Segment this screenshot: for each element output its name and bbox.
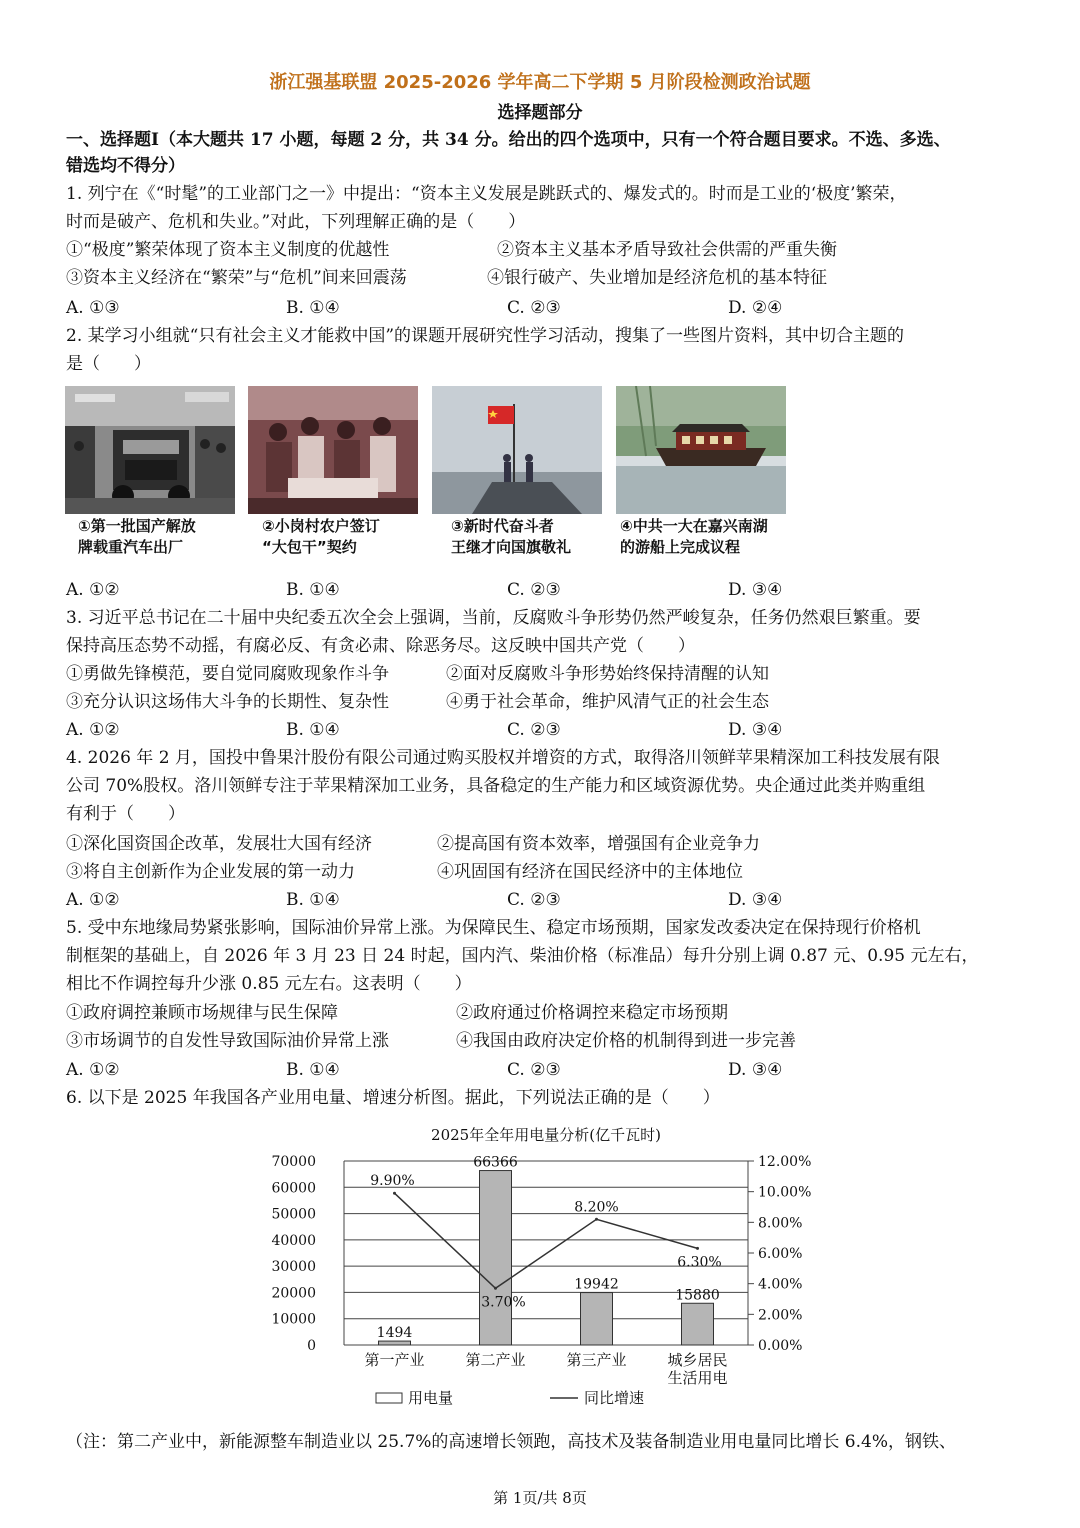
x-tick-label: 第二产业 — [465, 1351, 526, 1369]
bar-value-label: 15880 — [675, 1287, 720, 1304]
q5-option-d[interactable]: D. ③④ — [728, 1060, 783, 1080]
q4-statement-2: ②提高国有资本效率，增强国有企业竞争力 — [437, 834, 760, 854]
q1-option-a[interactable]: A. ①③ — [66, 298, 120, 318]
photo-truck-factory — [65, 386, 235, 514]
x-tick-label: 第一产业 — [364, 1351, 425, 1369]
q3-statement-2: ②面对反腐败斗争形势始终保持清醒的认知 — [446, 664, 769, 684]
photo-xiaogang-village — [248, 386, 418, 514]
q3-statement-3: ③充分认识这场伟大斗争的长期性、复杂性 — [66, 692, 389, 712]
photo-caption-3: ③新时代奋斗者 王继才向国旗敬礼 — [451, 517, 572, 556]
q2-option-c[interactable]: C. ②③ — [507, 580, 561, 600]
photo-caption-1: ①第一批国产解放 牌载重汽车出厂 — [78, 517, 196, 556]
growth-line — [395, 1193, 698, 1288]
q5-option-b[interactable]: B. ①④ — [286, 1060, 340, 1080]
q3-option-b[interactable]: B. ①④ — [286, 720, 340, 740]
y-left-tick-label: 50000 — [271, 1206, 316, 1223]
q4-stem-line2: 公司 70%股权。洛川领鲜专注于苹果精深加工业务，具备稳定的生产能力和区域资源优势。央企通过此类并购重组 — [66, 776, 926, 796]
q2-option-b[interactable]: B. ①④ — [286, 580, 340, 600]
legend-bar-label: 用电量 — [408, 1389, 454, 1407]
photo-red-boat — [616, 386, 786, 514]
y-left-tick-label: 70000 — [271, 1154, 316, 1170]
line-value-label: 6.30% — [677, 1254, 722, 1271]
bar-value-label: 66366 — [473, 1154, 518, 1171]
q1-stem-line1: 1. 列宁在《“时髦”的工业部门之一》中提出：“资本主义发展是跳跃式的、爆发式的。时而是工业的‘极度’繁荣， — [66, 184, 907, 204]
q5-statement-3: ③市场调节的自发性导致国际油价异常上涨 — [66, 1031, 389, 1051]
y-left-tick-label: 60000 — [271, 1180, 316, 1197]
q3-statement-1: ①勇做先锋模范，要自觉同腐败现象作斗争 — [66, 664, 389, 684]
page-title: 浙江强基联盟 2025-2026 学年高二下学期 5 月阶段检测政治试题 — [269, 72, 811, 93]
y-right-tick-label: 6.00% — [758, 1246, 803, 1262]
line-value-label: 3.70% — [481, 1294, 526, 1311]
q4-option-d[interactable]: D. ③④ — [728, 890, 783, 910]
q4-option-b[interactable]: B. ①④ — [286, 890, 340, 910]
flag-salute-image — [432, 386, 602, 514]
q5-option-c[interactable]: C. ②③ — [507, 1060, 561, 1080]
q1-statement-1: ①“极度”繁荣体现了资本主义制度的优越性 — [66, 240, 390, 260]
y-right-tick-label: 0.00% — [758, 1338, 803, 1354]
q4-statement-1: ①深化国资国企改革，发展壮大国有经济 — [66, 834, 372, 854]
q4-stem-line1: 4. 2026 年 2 月，国投中鲁果汁股份有限公司通过购买股权并增资的方式，取得洛川领鲜苹果精深加工科技发展有限 — [66, 748, 940, 768]
q1-stem-line2: 时而是破产、危机和失业。”对此，下列理解正确的是（ ） — [66, 212, 526, 232]
q2-option-a[interactable]: A. ①② — [66, 580, 120, 600]
line-point — [595, 1218, 598, 1221]
photo-caption-4: ④中共一大在嘉兴南湖 的游船上完成议程 — [620, 517, 768, 556]
q5-statement-2: ②政府通过价格调控来稳定市场预期 — [456, 1003, 728, 1023]
bar — [379, 1341, 411, 1345]
q3-statement-4: ④勇于社会革命，维护风清气正的社会生态 — [446, 692, 769, 712]
q3-option-a[interactable]: A. ①② — [66, 720, 120, 740]
q4-statement-3: ③将自主创新作为企业发展的第一动力 — [66, 862, 355, 882]
photo-flag-salute — [432, 386, 602, 514]
q4-option-c[interactable]: C. ②③ — [507, 890, 561, 910]
bar — [581, 1293, 613, 1345]
q6-note: （注：第二产业中，新能源整车制造业以 25.7%的高速增长领跑，高技术及装备制造业用电量同比增长 6.4%，钢铁、 — [66, 1432, 956, 1452]
red-boat-image — [616, 386, 786, 514]
electricity-chart — [260, 1118, 820, 1418]
q2-option-d[interactable]: D. ③④ — [728, 580, 783, 600]
section-instruction-line1: 一、选择题Ⅰ（本大题共 17 小题，每题 2 分，共 34 分。给出的四个选项中，只有一个符合题目要求。不选、多选、 — [66, 130, 951, 150]
y-left-tick-label: 40000 — [271, 1232, 316, 1249]
y-left-tick-label: 30000 — [271, 1259, 316, 1276]
q1-statement-3: ③资本主义经济在“繁荣”与“危机”间来回震荡 — [66, 268, 407, 288]
x-tick-label: 生活用电 — [667, 1369, 728, 1387]
truck-factory-image — [65, 386, 235, 514]
bar — [682, 1303, 714, 1345]
y-left-tick-label: 20000 — [271, 1285, 316, 1302]
y-left-tick-label: 10000 — [271, 1311, 316, 1328]
q3-option-d[interactable]: D. ③④ — [728, 720, 783, 740]
q1-statement-2: ②资本主义基本矛盾导致社会供需的严重失衡 — [497, 240, 837, 260]
q5-stem-line3: 相比不作调控每升少涨 0.85 元左右。这表明（ ） — [66, 974, 472, 994]
legend-line-label: 同比增速 — [584, 1389, 645, 1407]
q3-stem-line1: 3. 习近平总书记在二十届中央纪委五次全会上强调，当前，反腐败斗争形势仍然严峻复杂，任务仍然艰巨繁重。要 — [66, 608, 921, 628]
x-tick-label: 城乡居民 — [667, 1351, 728, 1369]
line-point — [494, 1287, 497, 1290]
chart-title: 2025年全年用电量分析(亿千瓦时) — [431, 1126, 661, 1144]
q2-stem-line1: 2. 某学习小组就“只有社会主义才能救中国”的课题开展研究性学习活动，搜集了一些图片资料，其中切合主题的 — [66, 326, 905, 346]
bar — [480, 1171, 512, 1345]
y-right-tick-label: 2.00% — [758, 1307, 803, 1324]
line-point — [696, 1247, 699, 1250]
y-right-tick-label: 12.00% — [758, 1154, 812, 1170]
page-number: 第 1页/共 8页 — [493, 1489, 587, 1507]
q3-option-c[interactable]: C. ②③ — [507, 720, 561, 740]
line-value-label: 8.20% — [574, 1199, 619, 1216]
q6-stem: 6. 以下是 2025 年我国各产业用电量、增速分析图。据此，下列说法正确的是（ ） — [66, 1088, 720, 1108]
xiaogang-image — [248, 386, 418, 514]
x-tick-label: 第三产业 — [566, 1351, 627, 1369]
y-right-tick-label: 4.00% — [758, 1276, 803, 1293]
legend-bar-swatch — [376, 1393, 402, 1403]
q3-stem-line2: 保持高压态势不动摇，有腐必反、有贪必肃、除恶务尽。这反映中国共产党（ ） — [66, 636, 695, 656]
q1-option-d[interactable]: D. ②④ — [728, 298, 783, 318]
q5-option-a[interactable]: A. ①② — [66, 1060, 120, 1080]
bar-value-label: 1494 — [376, 1325, 413, 1342]
q4-option-a[interactable]: A. ①② — [66, 890, 120, 910]
q1-option-b[interactable]: B. ①④ — [286, 298, 340, 318]
q4-stem-line3: 有利于（ ） — [66, 804, 185, 824]
q1-option-c[interactable]: C. ②③ — [507, 298, 561, 318]
bar-value-label: 19942 — [574, 1276, 619, 1293]
q2-stem-line2: 是（ ） — [66, 354, 151, 374]
section-instruction-line2: 错选均不得分） — [66, 156, 185, 176]
section-subtitle: 选择题部分 — [497, 103, 583, 123]
q1-statement-4: ④银行破产、失业增加是经济危机的基本特征 — [487, 268, 827, 288]
q5-stem-line1: 5. 受中东地缘局势紧张影响，国际油价异常上涨。为保障民生、稳定市场预期，国家发改委决定在保持现行价格机 — [66, 918, 921, 938]
q5-stem-line2: 制框架的基础上，自 2026 年 3 月 23 日 24 时起，国内汽、柴油价格（标准品）每升分别上调 0.87 元、0.95 元左右， — [66, 946, 979, 966]
q5-statement-1: ①政府调控兼顾市场规律与民生保障 — [66, 1003, 338, 1023]
q5-statement-4: ④我国由政府决定价格的机制得到进一步完善 — [456, 1031, 796, 1051]
q4-statement-4: ④巩固国有经济在国民经济中的主体地位 — [437, 862, 743, 882]
y-right-tick-label: 8.00% — [758, 1215, 803, 1232]
line-value-label: 9.90% — [370, 1173, 415, 1190]
y-left-tick-label: 0 — [307, 1338, 316, 1354]
y-right-tick-label: 10.00% — [758, 1184, 812, 1201]
line-point — [393, 1192, 396, 1195]
photo-caption-2: ②小岗村农户签订 “大包干”契约 — [262, 517, 380, 556]
